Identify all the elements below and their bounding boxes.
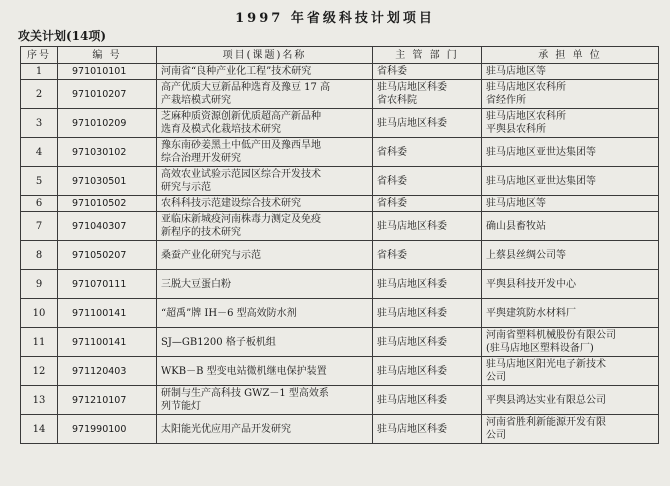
cell-name-line: 研制与生产高科技 GWZ－1 型高效系	[161, 388, 329, 399]
table-row	[21, 328, 659, 357]
cell-dept-line: 省科委	[377, 249, 407, 261]
column-header-dept: 主 管 部 门	[373, 47, 482, 64]
table-header-row	[21, 47, 659, 64]
cell-org-line: 省经作所	[486, 95, 526, 106]
cell-dept	[373, 109, 482, 138]
cell-dept	[373, 241, 482, 270]
cell-org	[482, 357, 659, 386]
cell-name-line: 亚临床新城疫河南株毒力测定及免疫	[161, 214, 321, 225]
cell-name	[157, 415, 373, 444]
column-header-org: 承 担 单 位	[482, 47, 659, 64]
cell-org	[482, 386, 659, 415]
cell-seq: 3	[21, 109, 58, 138]
cell-name-line: 综合治理开发研究	[161, 153, 241, 164]
cell-dept	[373, 328, 482, 357]
cell-code: 971120403	[58, 357, 157, 386]
cell-dept	[373, 386, 482, 415]
cell-org	[482, 80, 659, 109]
cell-seq: 11	[21, 328, 58, 357]
table-row	[21, 357, 659, 386]
cell-dept	[373, 138, 482, 167]
cell-dept-line: 驻马店地区科委	[377, 220, 447, 232]
table-row	[21, 196, 659, 212]
cell-seq: 7	[21, 212, 58, 241]
cell-org	[482, 415, 659, 444]
cell-dept-line: 驻马店地区科委	[377, 423, 447, 435]
cell-dept	[373, 80, 482, 109]
cell-name-line: 列节能灯	[161, 401, 201, 412]
cell-code: 971070111	[58, 270, 157, 299]
cell-name	[157, 138, 373, 167]
cell-dept-line: 省农科院	[377, 95, 417, 106]
table-row	[21, 138, 659, 167]
cell-name-line: WKB－B 型变电站微机继电保护装置	[161, 365, 327, 377]
cell-org	[482, 241, 659, 270]
cell-org	[482, 109, 659, 138]
cell-seq: 14	[21, 415, 58, 444]
table-row	[21, 64, 659, 80]
cell-dept	[373, 196, 482, 212]
cell-org-line: 驻马店地区亚世达集团等	[486, 175, 596, 187]
cell-seq: 8	[21, 241, 58, 270]
cell-org-line: 确山县畜牧站	[486, 220, 546, 232]
cell-org-line: 公司	[486, 372, 506, 383]
cell-dept-line: 省科委	[377, 146, 407, 158]
table-row	[21, 299, 659, 328]
cell-name	[157, 386, 373, 415]
cell-org-line: (驻马店地区塑料设备厂)	[486, 343, 594, 354]
cell-code: 971010502	[58, 196, 157, 212]
page-title: 1997 年省级科技计划项目	[235, 11, 435, 26]
cell-name-line: 高效农业试验示范园区综合开发技术	[161, 169, 321, 180]
cell-code: 971990100	[58, 415, 157, 444]
cell-code: 971100141	[58, 328, 157, 357]
cell-org-line: 公司	[486, 430, 506, 441]
cell-name-line: 豫东南砂姜黑土中低产田及豫西旱地	[161, 140, 321, 151]
column-header-code: 编 号	[58, 47, 157, 64]
cell-dept-line: 驻马店地区科委	[377, 278, 447, 290]
cell-seq: 10	[21, 299, 58, 328]
cell-dept-line: 省科委	[377, 175, 407, 187]
cell-name-line: 研究与示范	[161, 182, 211, 193]
cell-name-line: 新程序的技术研究	[161, 227, 241, 238]
cell-org	[482, 64, 659, 80]
cell-dept-line: 驻马店地区科委	[377, 82, 447, 93]
table-row	[21, 212, 659, 241]
cell-dept-line: 驻马店地区科委	[377, 365, 447, 377]
cell-name	[157, 196, 373, 212]
cell-org	[482, 212, 659, 241]
cell-seq: 6	[21, 196, 58, 212]
cell-org-line: 上蔡县丝绸公司等	[486, 249, 566, 261]
cell-name	[157, 241, 373, 270]
cell-name	[157, 80, 373, 109]
cell-name-line: 桑蚕产业化研究与示范	[161, 249, 261, 261]
cell-name	[157, 64, 373, 80]
cell-name	[157, 328, 373, 357]
table-row	[21, 167, 659, 196]
cell-name-line: 河南省“良种产业化工程”技术研究	[161, 66, 312, 77]
cell-org-line: 平舆县科技开发中心	[486, 278, 576, 290]
table-row	[21, 386, 659, 415]
cell-org-line: 驻马店地区农科所	[486, 111, 566, 122]
table-row	[21, 270, 659, 299]
cell-seq: 1	[21, 64, 58, 80]
cell-dept	[373, 270, 482, 299]
cell-org	[482, 328, 659, 357]
cell-name	[157, 109, 373, 138]
table-row	[21, 80, 659, 109]
column-header-name: 项目(课题)名称	[157, 47, 373, 64]
cell-name-line: 高产优质大豆新品种选育及豫豆 17 高	[161, 82, 331, 93]
cell-org-line: 驻马店地区阳光电子新技术	[486, 359, 606, 370]
project-table	[20, 46, 659, 444]
cell-name-line: 农科科技示范建设综合技术研究	[161, 198, 301, 209]
cell-name-line: 产栽培模式研究	[161, 95, 231, 106]
cell-seq: 5	[21, 167, 58, 196]
cell-code: 971040307	[58, 212, 157, 241]
cell-name	[157, 357, 373, 386]
cell-dept-line: 驻马店地区科委	[377, 307, 447, 319]
cell-name-line: “超禹”牌 IH－6 型高效防水剂	[161, 307, 297, 319]
cell-dept	[373, 167, 482, 196]
cell-name	[157, 299, 373, 328]
cell-org	[482, 196, 659, 212]
cell-seq: 13	[21, 386, 58, 415]
cell-name-line: 三脱大豆蛋白粉	[161, 278, 231, 290]
cell-code: 971030501	[58, 167, 157, 196]
cell-dept-line: 省科委	[377, 198, 407, 209]
cell-code: 971010209	[58, 109, 157, 138]
cell-name-line: 选育及模式化栽培技术研究	[161, 124, 281, 135]
cell-org	[482, 138, 659, 167]
cell-seq: 2	[21, 80, 58, 109]
cell-name	[157, 167, 373, 196]
cell-org-line: 平舆县农科所	[486, 124, 546, 135]
cell-name	[157, 270, 373, 299]
cell-org-line: 平舆建筑防水材料厂	[486, 307, 576, 319]
cell-code: 971100141	[58, 299, 157, 328]
cell-code: 971030102	[58, 138, 157, 167]
cell-seq: 9	[21, 270, 58, 299]
cell-dept-line: 省科委	[377, 66, 407, 77]
cell-org-line: 驻马店地区等	[486, 198, 546, 209]
cell-code: 971050207	[58, 241, 157, 270]
cell-name-line: SJ—GB1200 格子板机组	[161, 336, 276, 348]
cell-code: 971010207	[58, 80, 157, 109]
cell-org	[482, 270, 659, 299]
table-row	[21, 241, 659, 270]
cell-dept-line: 驻马店地区科委	[377, 336, 447, 348]
cell-seq: 12	[21, 357, 58, 386]
cell-dept	[373, 64, 482, 80]
cell-org-line: 平舆县鸿达实业有限总公司	[486, 394, 606, 406]
cell-name	[157, 212, 373, 241]
cell-org	[482, 299, 659, 328]
cell-name-line: 太阳能光优应用产品开发研究	[161, 423, 291, 435]
cell-org-line: 河南省塑料机械股份有限公司	[486, 330, 616, 341]
cell-org-line: 河南省胜利新能源开发有限	[486, 417, 606, 428]
cell-name-line: 芝麻种质资源创新优质超高产新品种	[161, 111, 321, 122]
table-row	[21, 415, 659, 444]
cell-org-line: 驻马店地区等	[486, 66, 546, 77]
cell-dept	[373, 357, 482, 386]
section-title: 攻关计划(14项)	[18, 29, 107, 43]
cell-code: 971210107	[58, 386, 157, 415]
cell-dept	[373, 212, 482, 241]
cell-org	[482, 167, 659, 196]
cell-dept	[373, 415, 482, 444]
cell-code: 971010101	[58, 64, 157, 80]
cell-org-line: 驻马店地区农科所	[486, 82, 566, 93]
cell-seq: 4	[21, 138, 58, 167]
table-body	[21, 64, 659, 444]
cell-dept-line: 驻马店地区科委	[377, 117, 447, 129]
column-header-seq: 序号	[21, 47, 58, 64]
cell-dept	[373, 299, 482, 328]
cell-dept-line: 驻马店地区科委	[377, 394, 447, 406]
cell-org-line: 驻马店地区亚世达集团等	[486, 146, 596, 158]
table-row	[21, 109, 659, 138]
